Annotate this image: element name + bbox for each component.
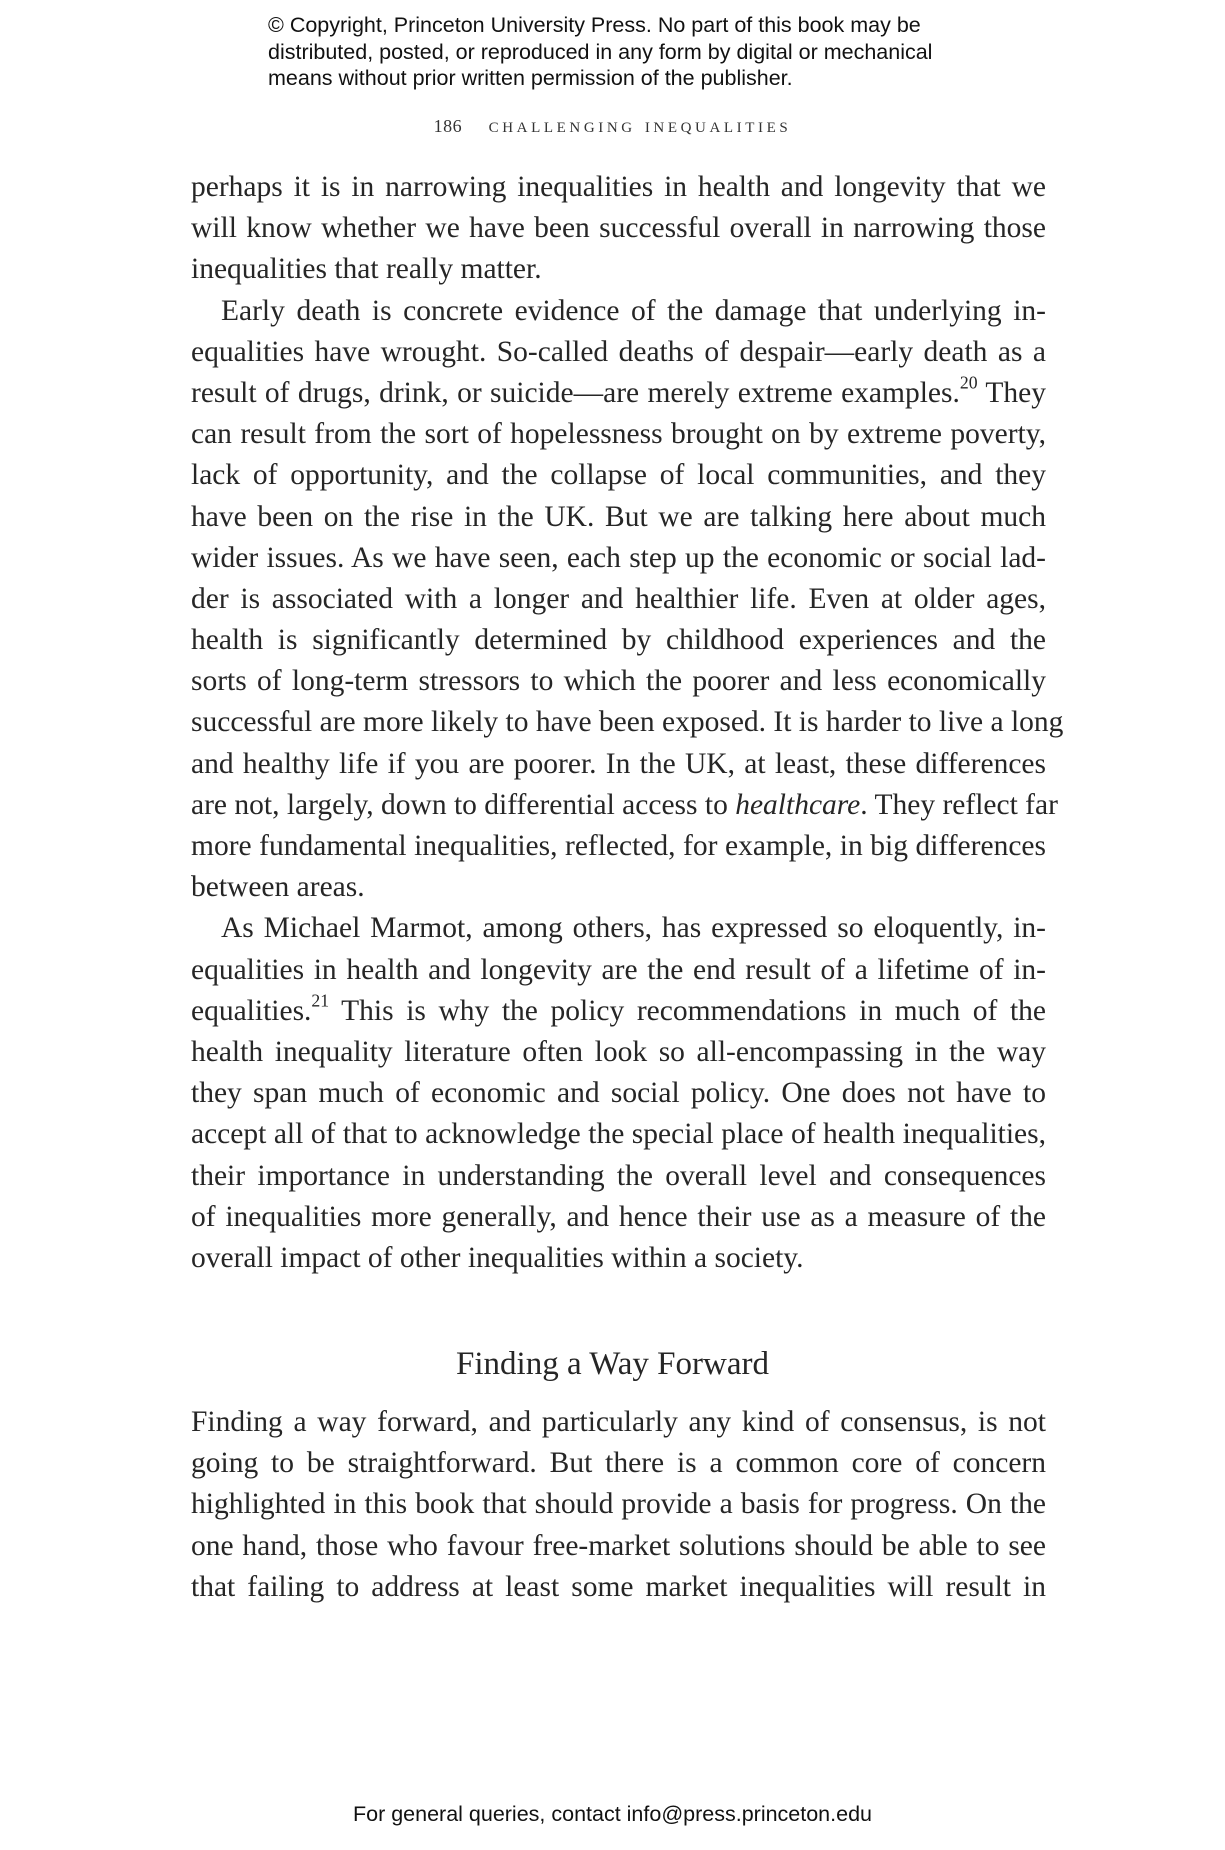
footnote-ref[interactable]: 21 [311, 990, 330, 1011]
copyright-line: © Copyright, Princeton University Press. No part of this book may be [268, 13, 921, 37]
text-line: wider issues. As we have seen, each step up the economic or social lad- [191, 541, 1046, 574]
section-heading: Finding a Way Forward [456, 1346, 769, 1382]
text-line: of inequalities more generally, and hence their use as a measure of the [191, 1200, 1046, 1233]
text-line: their importance in understanding the overall level and consequences [191, 1159, 1046, 1192]
text-line: will know whether we have been successful overall in narrowing those [191, 212, 1046, 245]
text-line: health inequality literature often look so all-encompassing in the way [191, 1035, 1046, 1068]
text-line: perhaps it is in narrowing inequalities in health and longevity that we [191, 171, 1046, 203]
body-text-section-1 [191, 167, 1064, 1279]
text-line: As Michael Marmot, among others, has expressed so eloquently, in- [221, 912, 1046, 945]
text-line: Early death is concrete evidence of the damage that underlying in- [221, 294, 1046, 327]
text-line: between areas. [191, 871, 365, 904]
text-line: equalities have wrought. So-called deaths of despair—early death as a [191, 335, 1046, 368]
text-line: and healthy life if you are poorer. In the UK, at least, these differences [191, 747, 1046, 780]
text-line: successful are more likely to have been exposed. It is harder to live a long [191, 706, 1064, 739]
text-line: accept all of that to acknowledge the special place of health inequalities, [191, 1118, 1046, 1151]
book-title: challenging inequalities [488, 112, 792, 137]
text-line: equalities.$^{21}$ This is why the policy recommendations in much of the [191, 990, 1046, 1027]
running-head [0, 112, 1225, 138]
copyright-line: means without prior written permission of the publisher. [268, 66, 793, 90]
footer-contact: For general queries, contact info@press.princeton.edu [352, 1802, 872, 1826]
text-line: Finding a way forward, and particularly any kind of consensus, is not [191, 1406, 1046, 1438]
text-line: highlighted in this book that should provide a basis for progress. On the [191, 1488, 1046, 1521]
text-line: overall impact of other inequalities within a society. [191, 1241, 804, 1274]
text-line: that failing to address at least some market inequalities will result in [191, 1570, 1046, 1603]
text-line: result of drugs, drink, or suicide—are merely extreme examples.$^{20}$ They [191, 372, 1046, 409]
text-line: lack of opportunity, and the collapse of local communities, and they [191, 459, 1046, 492]
text-line: one hand, those who favour free-market solutions should be able to see [191, 1529, 1046, 1562]
footnote-ref[interactable]: 20 [959, 372, 978, 393]
text-line: they span much of economic and social policy. One does not have to [191, 1077, 1046, 1110]
text-line: going to be straightforward. But there is a common core of concern [191, 1447, 1046, 1480]
copyright-line: distributed, posted, or reproduced in any form by digital or mechanical [268, 39, 933, 64]
page-number: 186 [433, 116, 463, 136]
text-line: have been on the rise in the UK. But we are talking here about much [191, 500, 1046, 533]
copyright-notice [268, 12, 932, 92]
text-line: are not, largely, down to differential access to healthcare. They reflect far [191, 788, 1058, 821]
text-line: inequalities that really matter. [191, 253, 542, 286]
text-line: sorts of long-term stressors to which the poorer and less economically [191, 665, 1046, 698]
text-line: can result from the sort of hopelessness brought on by extreme poverty, [191, 418, 1046, 451]
text-line: equalities in health and longevity are the end result of a lifetime of in- [191, 953, 1046, 986]
text-line: der is associated with a longer and healthier life. Even at older ages, [191, 582, 1046, 615]
body-text-section-2 [191, 1402, 1046, 1608]
emphasis-text: healthcare [735, 788, 861, 821]
text-line: health is significantly determined by childhood experiences and the [191, 624, 1046, 657]
text-line: more fundamental inequalities, reflected, for example, in big differences [191, 830, 1046, 862]
